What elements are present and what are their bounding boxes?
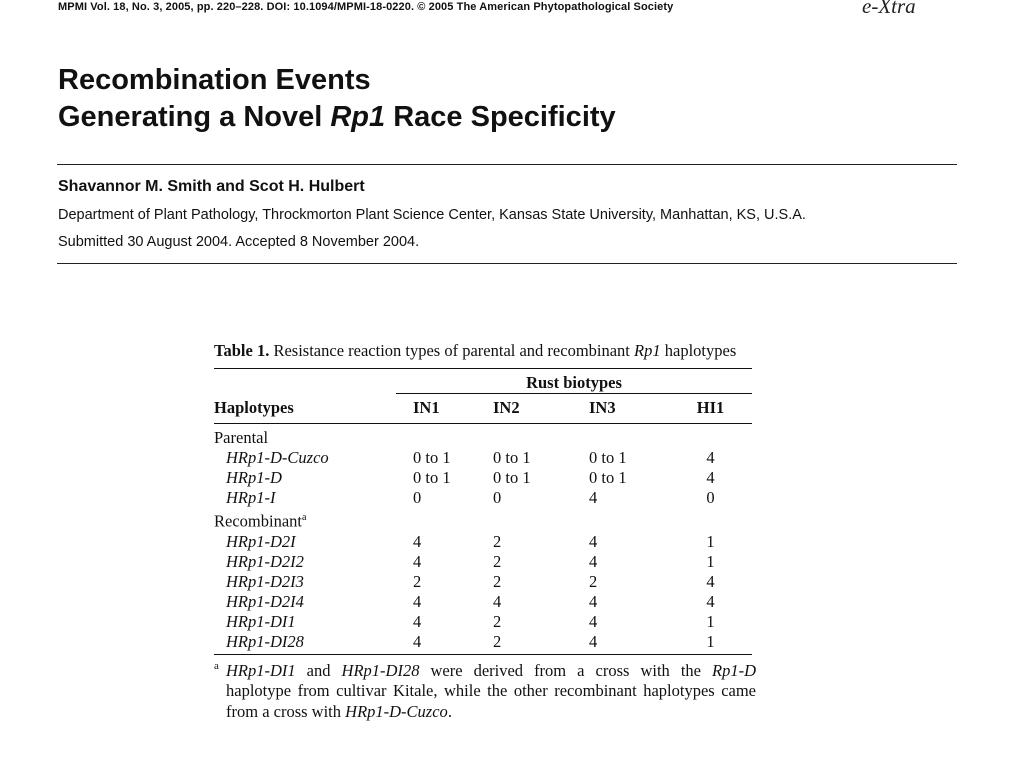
column-header-in2: IN2: [477, 394, 561, 424]
section-name: Parental: [214, 428, 269, 447]
haplotype-cell: HRp1-DI1: [226, 611, 296, 631]
footnote-and: and: [295, 660, 342, 680]
value-cell: 0 to 1: [589, 448, 627, 467]
title-gene: Rp1: [330, 101, 386, 133]
footnote-gene-3: Rp1-D: [712, 660, 756, 680]
value-cell: 0 to 1: [589, 468, 627, 487]
table-caption: [214, 341, 756, 360]
article-title: [58, 62, 616, 136]
table-row: [214, 468, 752, 488]
caption-text: Resistance reaction types of parental and recombinant: [269, 341, 635, 360]
value-cell: 1: [706, 611, 715, 631]
section-label: [214, 508, 396, 532]
table-footnote: [214, 661, 756, 723]
table-row: [214, 552, 752, 572]
value-cell: 4: [589, 611, 598, 631]
header-divider: [57, 263, 957, 264]
value-cell: 4: [413, 551, 422, 571]
table-body: [214, 424, 752, 655]
data-table: [214, 368, 752, 655]
value-cell: 0: [413, 488, 422, 507]
table-row: [214, 612, 752, 632]
title-line-1: Recombination Events: [58, 64, 371, 96]
title-line-2: [58, 99, 616, 136]
value-cell: 4: [561, 632, 669, 655]
haplotype-cell: HRp1-D2I4: [226, 591, 304, 611]
value-cell: 4: [413, 531, 422, 551]
e-xtra-logo[interactable]: e-Xtra: [862, 0, 916, 18]
value-cell: 4: [589, 488, 598, 507]
haplotype-cell: HRp1-D2I2: [226, 551, 304, 571]
haplotype-cell: HRp1-D: [226, 468, 282, 487]
caption-end: haplotypes: [660, 341, 737, 360]
table-row: [214, 488, 752, 508]
value-cell: 0 to 1: [413, 448, 451, 467]
footnote-gene-1: HRp1-DI1: [226, 660, 296, 680]
haplotype-cell: HRp1-D2I3: [226, 571, 304, 591]
haplotype-cell: HRp1-DI28: [214, 632, 396, 655]
value-cell: 4: [493, 591, 502, 611]
footnote-mark: a: [214, 659, 219, 672]
section-footnote-mark: a: [301, 512, 307, 523]
caption-gene: Rp1: [634, 341, 661, 360]
value-cell: 4: [589, 551, 598, 571]
section-label: [214, 424, 396, 449]
footnote-end: .: [447, 701, 452, 721]
value-cell: 0: [706, 488, 715, 507]
table-row: [214, 592, 752, 612]
value-cell: 2: [493, 531, 502, 551]
column-header-haplotypes: Haplotypes: [214, 394, 396, 424]
value-cell: 4: [706, 591, 715, 611]
value-cell: 4: [706, 448, 715, 467]
submission-dates: Submitted 30 August 2004. Accepted 8 November 2004.: [58, 234, 420, 250]
group-header: Rust biotypes: [396, 371, 752, 394]
value-cell: 4: [396, 632, 477, 655]
value-cell: 4: [589, 531, 598, 551]
value-cell: 1: [706, 531, 715, 551]
value-cell: 1: [706, 551, 715, 571]
footnote-gene-4: HRp1-D-Cuzco: [345, 701, 448, 721]
title-line-2-pre: Generating a Novel: [58, 101, 331, 133]
table-row: [214, 572, 752, 592]
value-cell: 1: [669, 632, 752, 655]
title-line-2-post: Race Specificity: [385, 101, 616, 133]
value-cell: 0: [493, 488, 502, 507]
value-cell: 0 to 1: [413, 468, 451, 487]
table-row: [214, 532, 752, 552]
column-header-in3: IN3: [561, 394, 669, 424]
value-cell: 2: [589, 571, 598, 591]
footnote-gene-2: HRp1-DI28: [341, 660, 420, 680]
value-cell: 0 to 1: [493, 468, 531, 487]
value-cell: 2: [493, 551, 502, 571]
value-cell: 2: [413, 571, 422, 591]
column-header-hi1: HI1: [669, 394, 752, 424]
value-cell: 2: [493, 611, 502, 631]
value-cell: 4: [413, 611, 422, 631]
column-header-in1: IN1: [396, 394, 477, 424]
value-cell: 2: [493, 571, 502, 591]
table-1: [214, 341, 756, 722]
footnote-text-2: haplotype from cultivar Kitale, while the other recombinant haplotypes came from a cross with: [226, 681, 756, 721]
section-name: Recombinant: [214, 511, 302, 531]
affiliation: Department of Plant Pathology, Throckmorton Plant Science Center, Kansas State University, Manhattan, KS, U.S.A.: [58, 207, 806, 223]
value-cell: 4: [589, 591, 598, 611]
value-cell: 2: [477, 632, 561, 655]
value-cell: 4: [706, 571, 715, 591]
authors: Shavannor M. Smith and Scot H. Hulbert: [58, 178, 365, 195]
title-divider: [57, 164, 957, 165]
value-cell: 4: [706, 468, 715, 487]
haplotype-cell: HRp1-D-Cuzco: [226, 448, 329, 467]
footnote-text-1: were derived from a cross with the: [419, 660, 712, 680]
haplotype-cell: HRp1-I: [226, 488, 276, 507]
value-cell: 4: [413, 591, 422, 611]
journal-citation: MPMI Vol. 18, No. 3, 2005, pp. 220–228. DOI: 10.1094/MPMI-18-0220. © 2005 The American Phytopathological Society: [58, 1, 674, 13]
value-cell: 0 to 1: [493, 448, 531, 467]
haplotype-cell: HRp1-D2I: [226, 531, 296, 551]
table-row: [214, 632, 752, 655]
table-label: Table 1.: [214, 341, 270, 360]
table-row: [214, 448, 752, 468]
